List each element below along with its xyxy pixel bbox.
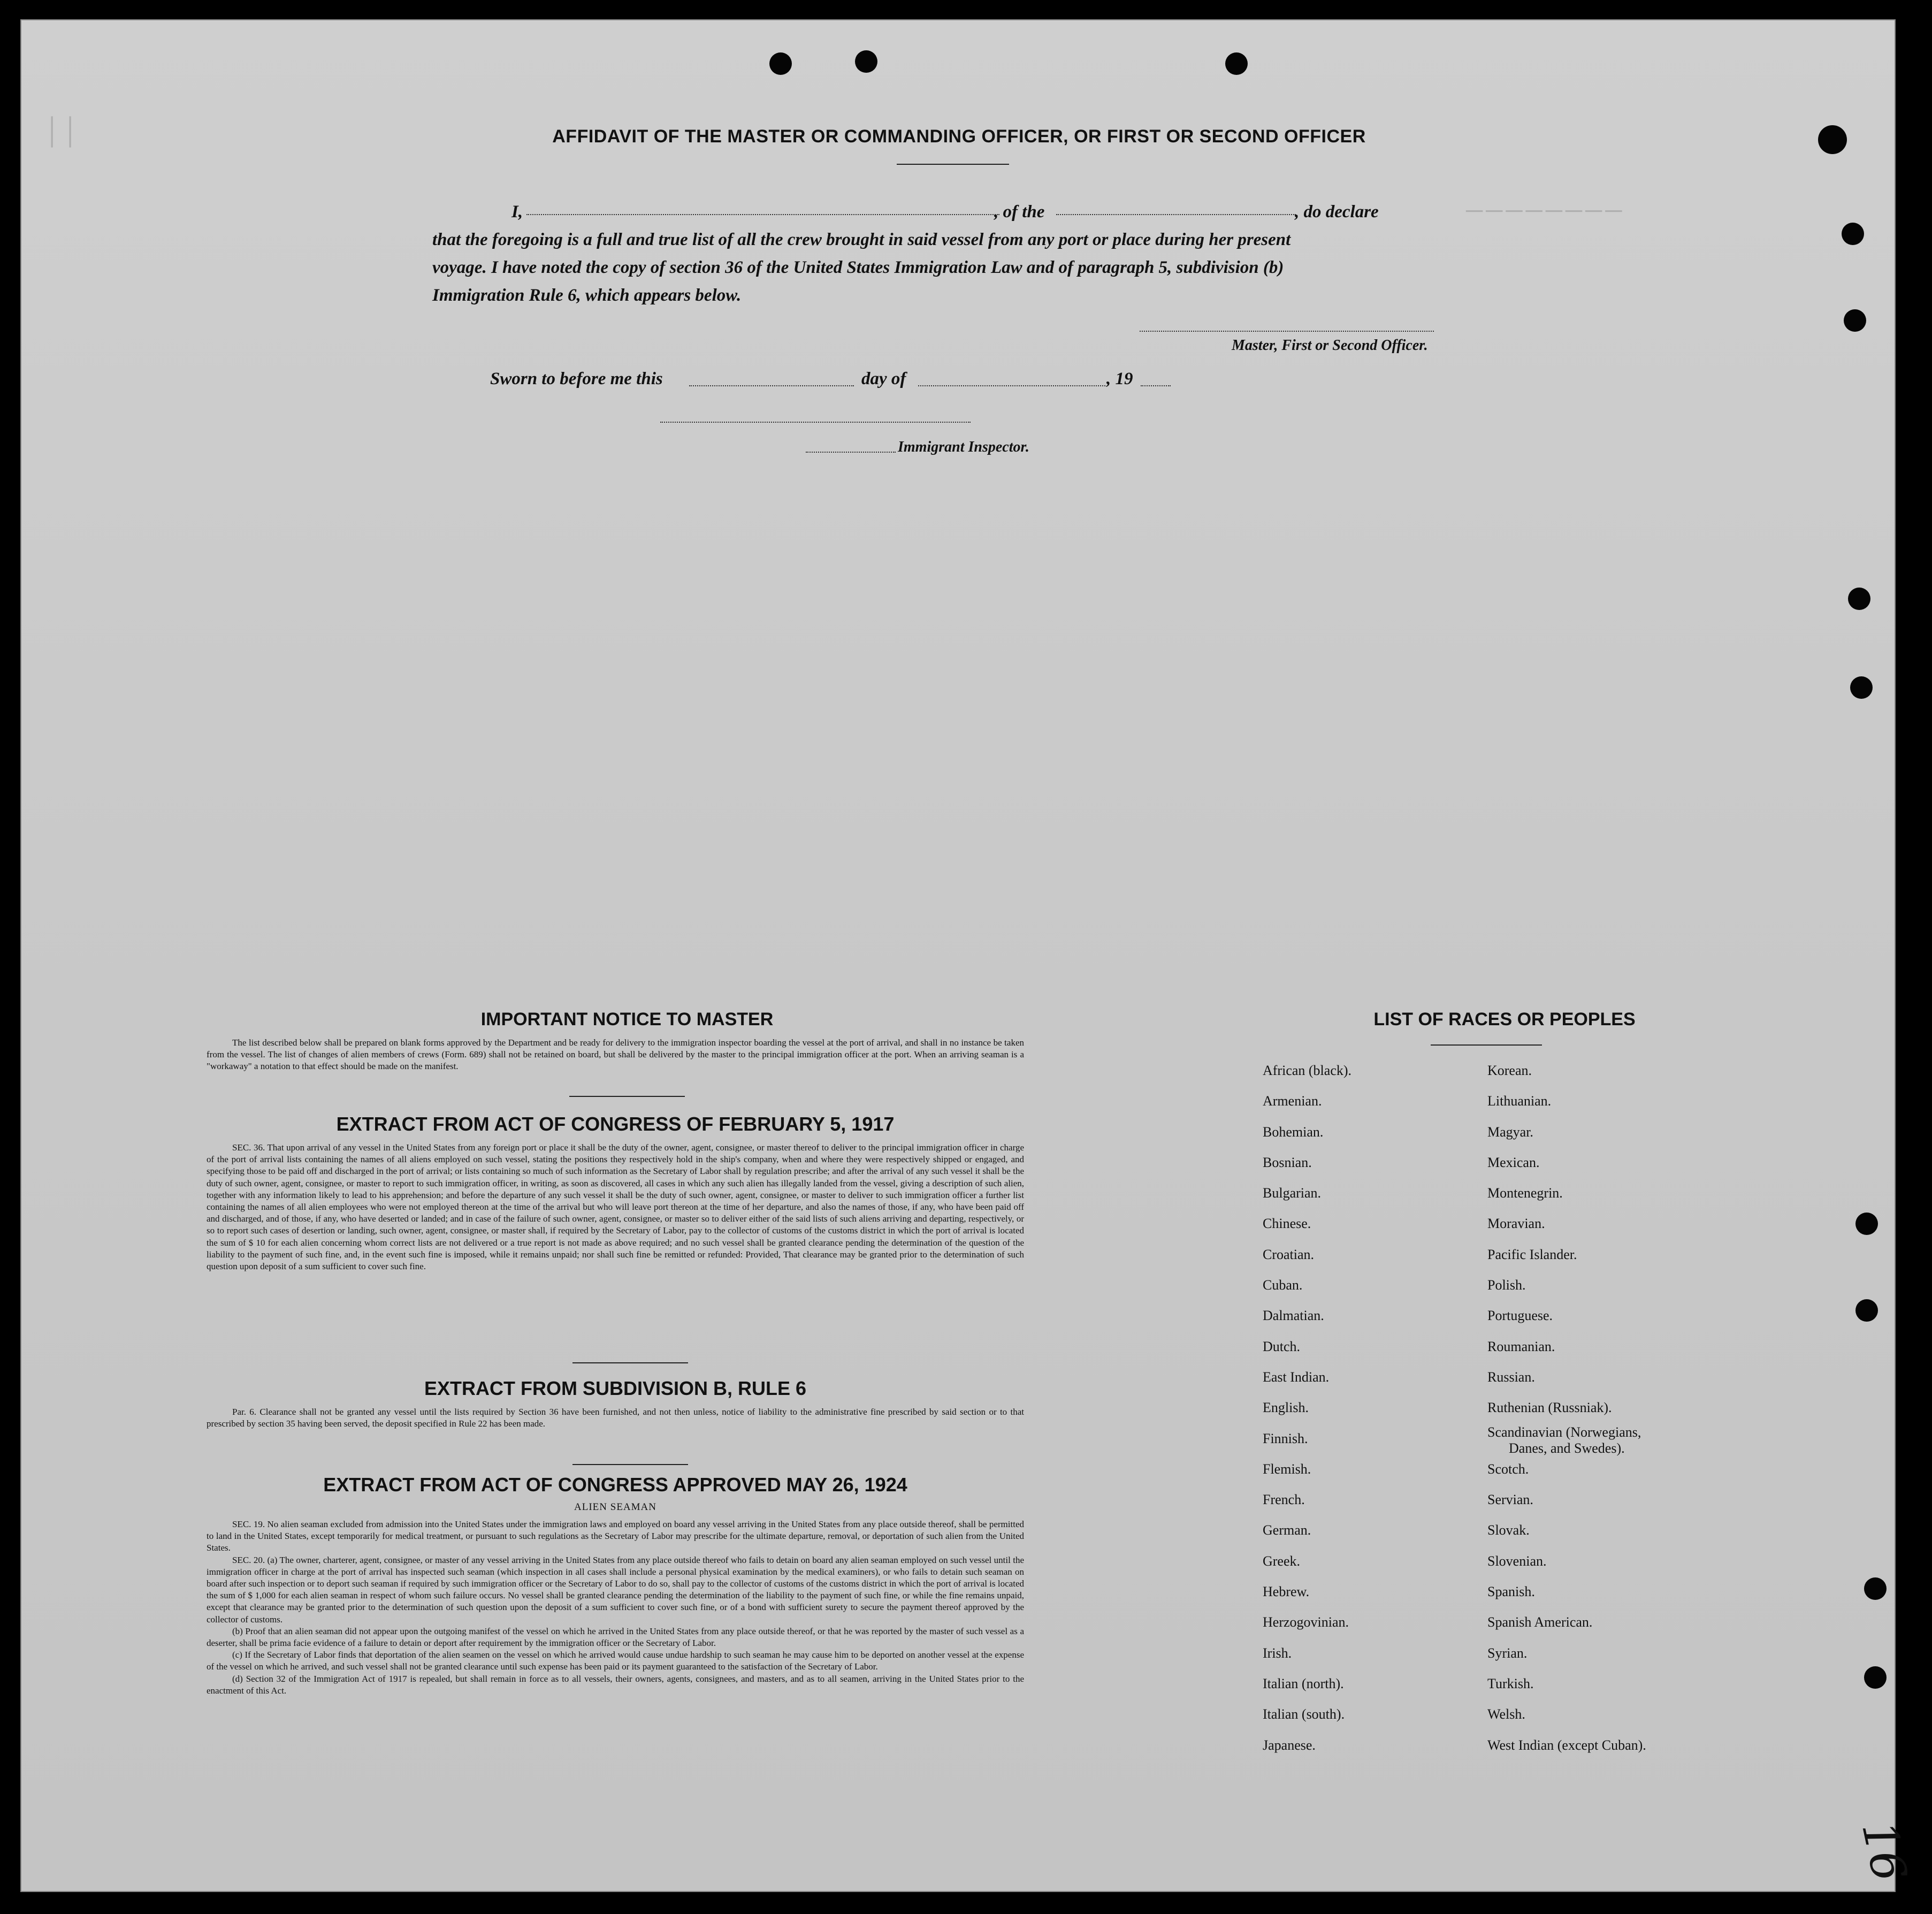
divider: [572, 1362, 688, 1363]
notice-text: The list described below shall be prepared on blank forms approved by the Department and be ready for delivery to the immigration inspector boarding the vessel at the port of arrival, and shall in no instance be taken from the vessel. The list of changes of alien members of crews (Form. 689) shall not be retained on board, but shall be delivered by the master to the principal immigration officer at the port. When an arriving seaman is a "workaway" a notation to that effect should be made on the manifest.: [207, 1038, 1024, 1072]
extract1924-subtitle: ALIEN SEAMAN: [574, 1501, 656, 1513]
punch-hole: [1850, 676, 1873, 699]
race-item: East Indian.: [1263, 1369, 1330, 1385]
bleed-through-text: ││: [43, 117, 80, 146]
race-item: African (black).: [1263, 1063, 1352, 1078]
race-item: Welsh.: [1487, 1706, 1525, 1722]
race-item: [1487, 1424, 1646, 1455]
notice-title: IMPORTANT NOTICE TO MASTER: [480, 1009, 774, 1030]
race-item: Irish.: [1263, 1645, 1292, 1661]
race-item: Montenegrin.: [1487, 1185, 1563, 1201]
extract1924-sec20a: SEC. 20. (a) The owner, charterer, agent, consignee, or master of any vessel arriving in the United States from any place outside thereof who fails to detain on board any alien seaman employed on such vessel until the immigration officer in charge at the port of arrival has inspected such seaman (which inspection in all cases shall include a personal physical examination by the medical examiners), or who fails to detain such seaman on board after such inspection or to deport such seaman if required by such immigration officer or the Secretary of Labor to do so, shall pay to the collector of customs of the customs district in which the port of arrival is located the sum of $ 1,000 for each alien seaman in respect of whom such failure occurs. No vessel shall be granted clearance pending the determination of the liability to the payment of such fine, or while the fine remains unpaid, except that clearance may be granted prior to the determination of such question upon the deposit of a sum sufficient to cover such fine, or of a bond with sufficient surety to secure the payment thereof approved by the collector of customs.: [207, 1554, 1024, 1625]
bleed-through-text: ────────: [1466, 197, 1625, 224]
affidavit-line-4: Immigration Rule 6, which appears below.: [432, 286, 742, 305]
race-item: Lithuanian.: [1487, 1093, 1552, 1109]
race-item: German.: [1263, 1522, 1311, 1538]
divider: [569, 1096, 685, 1097]
race-item: Bohemian.: [1263, 1124, 1324, 1140]
race-item: Pacific Islander.: [1487, 1246, 1577, 1262]
race-item: West Indian (except Cuban).: [1487, 1737, 1646, 1753]
race-item: French.: [1263, 1492, 1305, 1508]
inspector-dots: [806, 452, 896, 453]
inspector-label: Immigrant Inspector.: [898, 439, 1029, 455]
races-right-column: [1487, 1063, 1646, 1768]
rule6-text: Par. 6. Clearance shall not be granted any vessel until the lists required by Section 36 have been furnished, and not then unless, notice of liability to the administrative fine prescribed by said section or to that prescribed by section 35 having been served, the deposit specified in Rule 22 has been made.: [207, 1407, 1024, 1429]
race-item: Slovenian.: [1487, 1553, 1547, 1569]
extract1924-sec20d: (d) Section 32 of the Immigration Act of 1917 is repealed, but shall remain in force as to all vessels, their owners, agents, consignees, and masters, and as to all seamen, arriving in the United States prior to the enactment of this Act.: [207, 1673, 1024, 1696]
race-item: English.: [1263, 1400, 1309, 1416]
race-item: Flemish.: [1263, 1461, 1311, 1477]
sworn-year: , 19: [1106, 369, 1133, 388]
affidavit-title: AFFIDAVIT OF THE MASTER OR COMMANDING OFFICER, OR FIRST OR SECOND OFFICER: [552, 126, 1366, 147]
race-item: Dalmatian.: [1263, 1308, 1324, 1324]
race-item: Armenian.: [1263, 1093, 1322, 1109]
notice-body: [207, 1037, 1024, 1073]
race-item-line: Scandinavian (Norwegians,: [1487, 1424, 1641, 1440]
race-item: Portuguese.: [1487, 1308, 1553, 1324]
sworn-month-blank[interactable]: [918, 385, 1105, 386]
race-item: Turkish.: [1487, 1675, 1534, 1691]
punch-hole: [1864, 1577, 1887, 1600]
race-item: Dutch.: [1263, 1338, 1301, 1354]
punch-hole: [1844, 309, 1866, 332]
vessel-blank[interactable]: [1056, 214, 1296, 215]
race-item: Syrian.: [1487, 1645, 1528, 1661]
affidavit-body: [432, 198, 1502, 309]
race-item: Slovak.: [1487, 1522, 1530, 1538]
punch-hole: [769, 52, 792, 75]
extract1924-sec19: SEC. 19. No alien seaman excluded from admission into the United States under the immigration laws and employed on board any vessel arriving in the United States from any place outside thereof, shall be permitted to land in the United States, except temporarily for medical treatment, or pursuant to such regulations as the Secretary of Labor may prescribe for the ultimate departure, removal, or deportation of such alien from the United States.: [207, 1519, 1024, 1553]
punch-hole: [1842, 223, 1864, 245]
divider: [1431, 1044, 1542, 1046]
race-item: Roumanian.: [1487, 1338, 1555, 1354]
affidavit-line-1: [432, 198, 1502, 226]
race-item: Greek.: [1263, 1553, 1301, 1569]
race-item: Mexican.: [1487, 1154, 1540, 1170]
sworn-prefix: Sworn to before me this: [490, 369, 663, 388]
punch-hole: [855, 50, 877, 73]
race-item: Chinese.: [1263, 1216, 1311, 1232]
race-item: Moravian.: [1487, 1216, 1545, 1232]
punch-hole: [1225, 52, 1248, 75]
rule6-body: [207, 1406, 1024, 1430]
handwritten-page-number: 16: [1851, 1816, 1918, 1886]
race-item: Bulgarian.: [1263, 1185, 1322, 1201]
race-item: Magyar.: [1487, 1124, 1533, 1140]
race-item: Spanish American.: [1487, 1614, 1593, 1630]
affidavit-line-3: voyage. I have noted the copy of section 36 of the United States Immigration Law and of paragraph 5, subdivision (b): [432, 258, 1284, 277]
document-sheet: [20, 19, 1918, 1892]
punch-hole: [1855, 1213, 1878, 1235]
divider: [897, 164, 1009, 165]
race-item: Polish.: [1487, 1277, 1526, 1293]
extract1917-title: EXTRACT FROM ACT OF CONGRESS OF FEBRUARY 5, 1917: [336, 1113, 895, 1135]
sworn-day-blank[interactable]: [689, 385, 854, 386]
race-item: Japanese.: [1263, 1737, 1316, 1753]
race-item: Italian (north).: [1263, 1675, 1344, 1691]
race-item: Korean.: [1487, 1063, 1532, 1078]
affidavit-declare-label: , do declare: [1295, 202, 1379, 222]
sworn-line: [490, 369, 1239, 393]
race-item: Croatian.: [1263, 1246, 1315, 1262]
race-item: Spanish.: [1487, 1584, 1535, 1600]
race-item: Finnish.: [1263, 1430, 1308, 1446]
divider: [572, 1464, 688, 1465]
name-blank[interactable]: [526, 214, 999, 215]
inspector-signature-blank[interactable]: [660, 422, 971, 423]
punch-hole: [1848, 588, 1870, 610]
extract1924-sec20b: (b) Proof that an alien seaman did not appear upon the outgoing manifest of the vessel on which he arrived in the United States from any place outside thereof, or that he was reported by the master of such vessel as a deserter, shall be prima facie evidence of a failure to detain or deport after requirement by the immigration officer or the Secretary of Labor.: [207, 1626, 1024, 1649]
affidavit-i-label: I,: [511, 202, 523, 222]
punch-hole: [1855, 1299, 1878, 1322]
affidavit-of-the-label: , of the: [994, 202, 1045, 222]
sworn-day-of: day of: [861, 369, 906, 388]
extract1924-sec20c: (c) If the Secretary of Labor finds that deportation of the alien seamen on the vessel on which he arrived would cause undue hardship to such seaman he may cause him to be deported on another vessel at the expense of the vessel on which he arrived, and such vessel shall not be granted clearance until such expense has been paid or its payment guaranteed to the satisfaction of the Secretary of Labor.: [207, 1650, 1024, 1672]
race-item: Servian.: [1487, 1492, 1533, 1508]
race-item: Russian.: [1487, 1369, 1535, 1385]
signature-blank[interactable]: [1140, 331, 1434, 332]
extract1917-text: SEC. 36. That upon arrival of any vessel in the United States from any foreign port or place it shall be the duty of the owner, agent, consignee, or master thereof to deliver to the principal immigration officer in charge of the port of arrival lists containing the names of all aliens employed on such vessel, stating the positions they respectively hold in the ship's company, when and where they were respectively shipped or engaged, and specifying those to be paid off and discharged in the port of arrival; or lists containing so much of such information as the Secretary of Labor shall by regulation prescribe; and after the arrival of any such vessel it shall be the duty of such owner, agent, consignee, or master to report to such immigration officer, in writing, as soon as discovered, all cases in which any such alien has illegally landed from the vessel, giving a description of such alien, together with any information likely to lead to his apprehension; and before the departure of any such vessel it shall be the duty of such owner, agent, consignee, or master to deliver to such immigration officer a further list containing the names of all alien employees who were not employed thereon at the time of the arrival but who will leave port thereon at the time of her departure, and also the names of those, if any, who have been paid off and discharged, and of those, if any, who have deserted or landed; and in case of the failure of such owner, agent, consignee, or master so to deliver either of the said lists of such aliens arriving and departing, respectively, or so to report such cases of desertion or landing, such owner, agent, consignee, or master shall, if required by the Secretary of Labor, pay to the collector of customs of the customs district in which the port of arrival is located the sum of $ 10 for each alien concerning whom correct lists are not delivered or a true report is not made as above required; and no such vessel shall be granted clearance pending the determination of the question of the liability to the payment of such fine, and, in the event such fine is imposed, while it remains unpaid; nor shall such fine be remitted or refunded: Provided, That clearance may be granted prior to the determination of such question upon deposit of a sum sufficient to cover such fine.: [207, 1142, 1024, 1272]
race-item: Bosnian.: [1263, 1154, 1312, 1170]
signature-label: Master, First or Second Officer.: [1232, 337, 1428, 354]
race-item-continuation: Danes, and Swedes).: [1509, 1440, 1625, 1456]
extract1917-body: [207, 1142, 1024, 1272]
punch-hole: [1864, 1666, 1887, 1689]
races-title: LIST OF RACES OR PEOPLES: [1373, 1009, 1636, 1030]
race-item: Herzogovinian.: [1263, 1614, 1349, 1630]
race-item: Ruthenian (Russniak).: [1487, 1400, 1612, 1416]
race-item: Scotch.: [1487, 1461, 1529, 1477]
extract1924-body: [207, 1519, 1024, 1697]
affidavit-line-2: that the foregoing is a full and true list of all the crew brought in said vessel from any port or place during her present: [432, 230, 1291, 249]
races-left-column: [1263, 1063, 1351, 1768]
rule6-title: EXTRACT FROM SUBDIVISION B, RULE 6: [424, 1377, 807, 1399]
sworn-year-blank[interactable]: [1141, 385, 1171, 386]
race-item: Cuban.: [1263, 1277, 1303, 1293]
extract1924-title: EXTRACT FROM ACT OF CONGRESS APPROVED MAY 26, 1924: [323, 1474, 907, 1496]
race-item: Hebrew.: [1263, 1584, 1310, 1600]
race-item: Italian (south).: [1263, 1706, 1345, 1722]
